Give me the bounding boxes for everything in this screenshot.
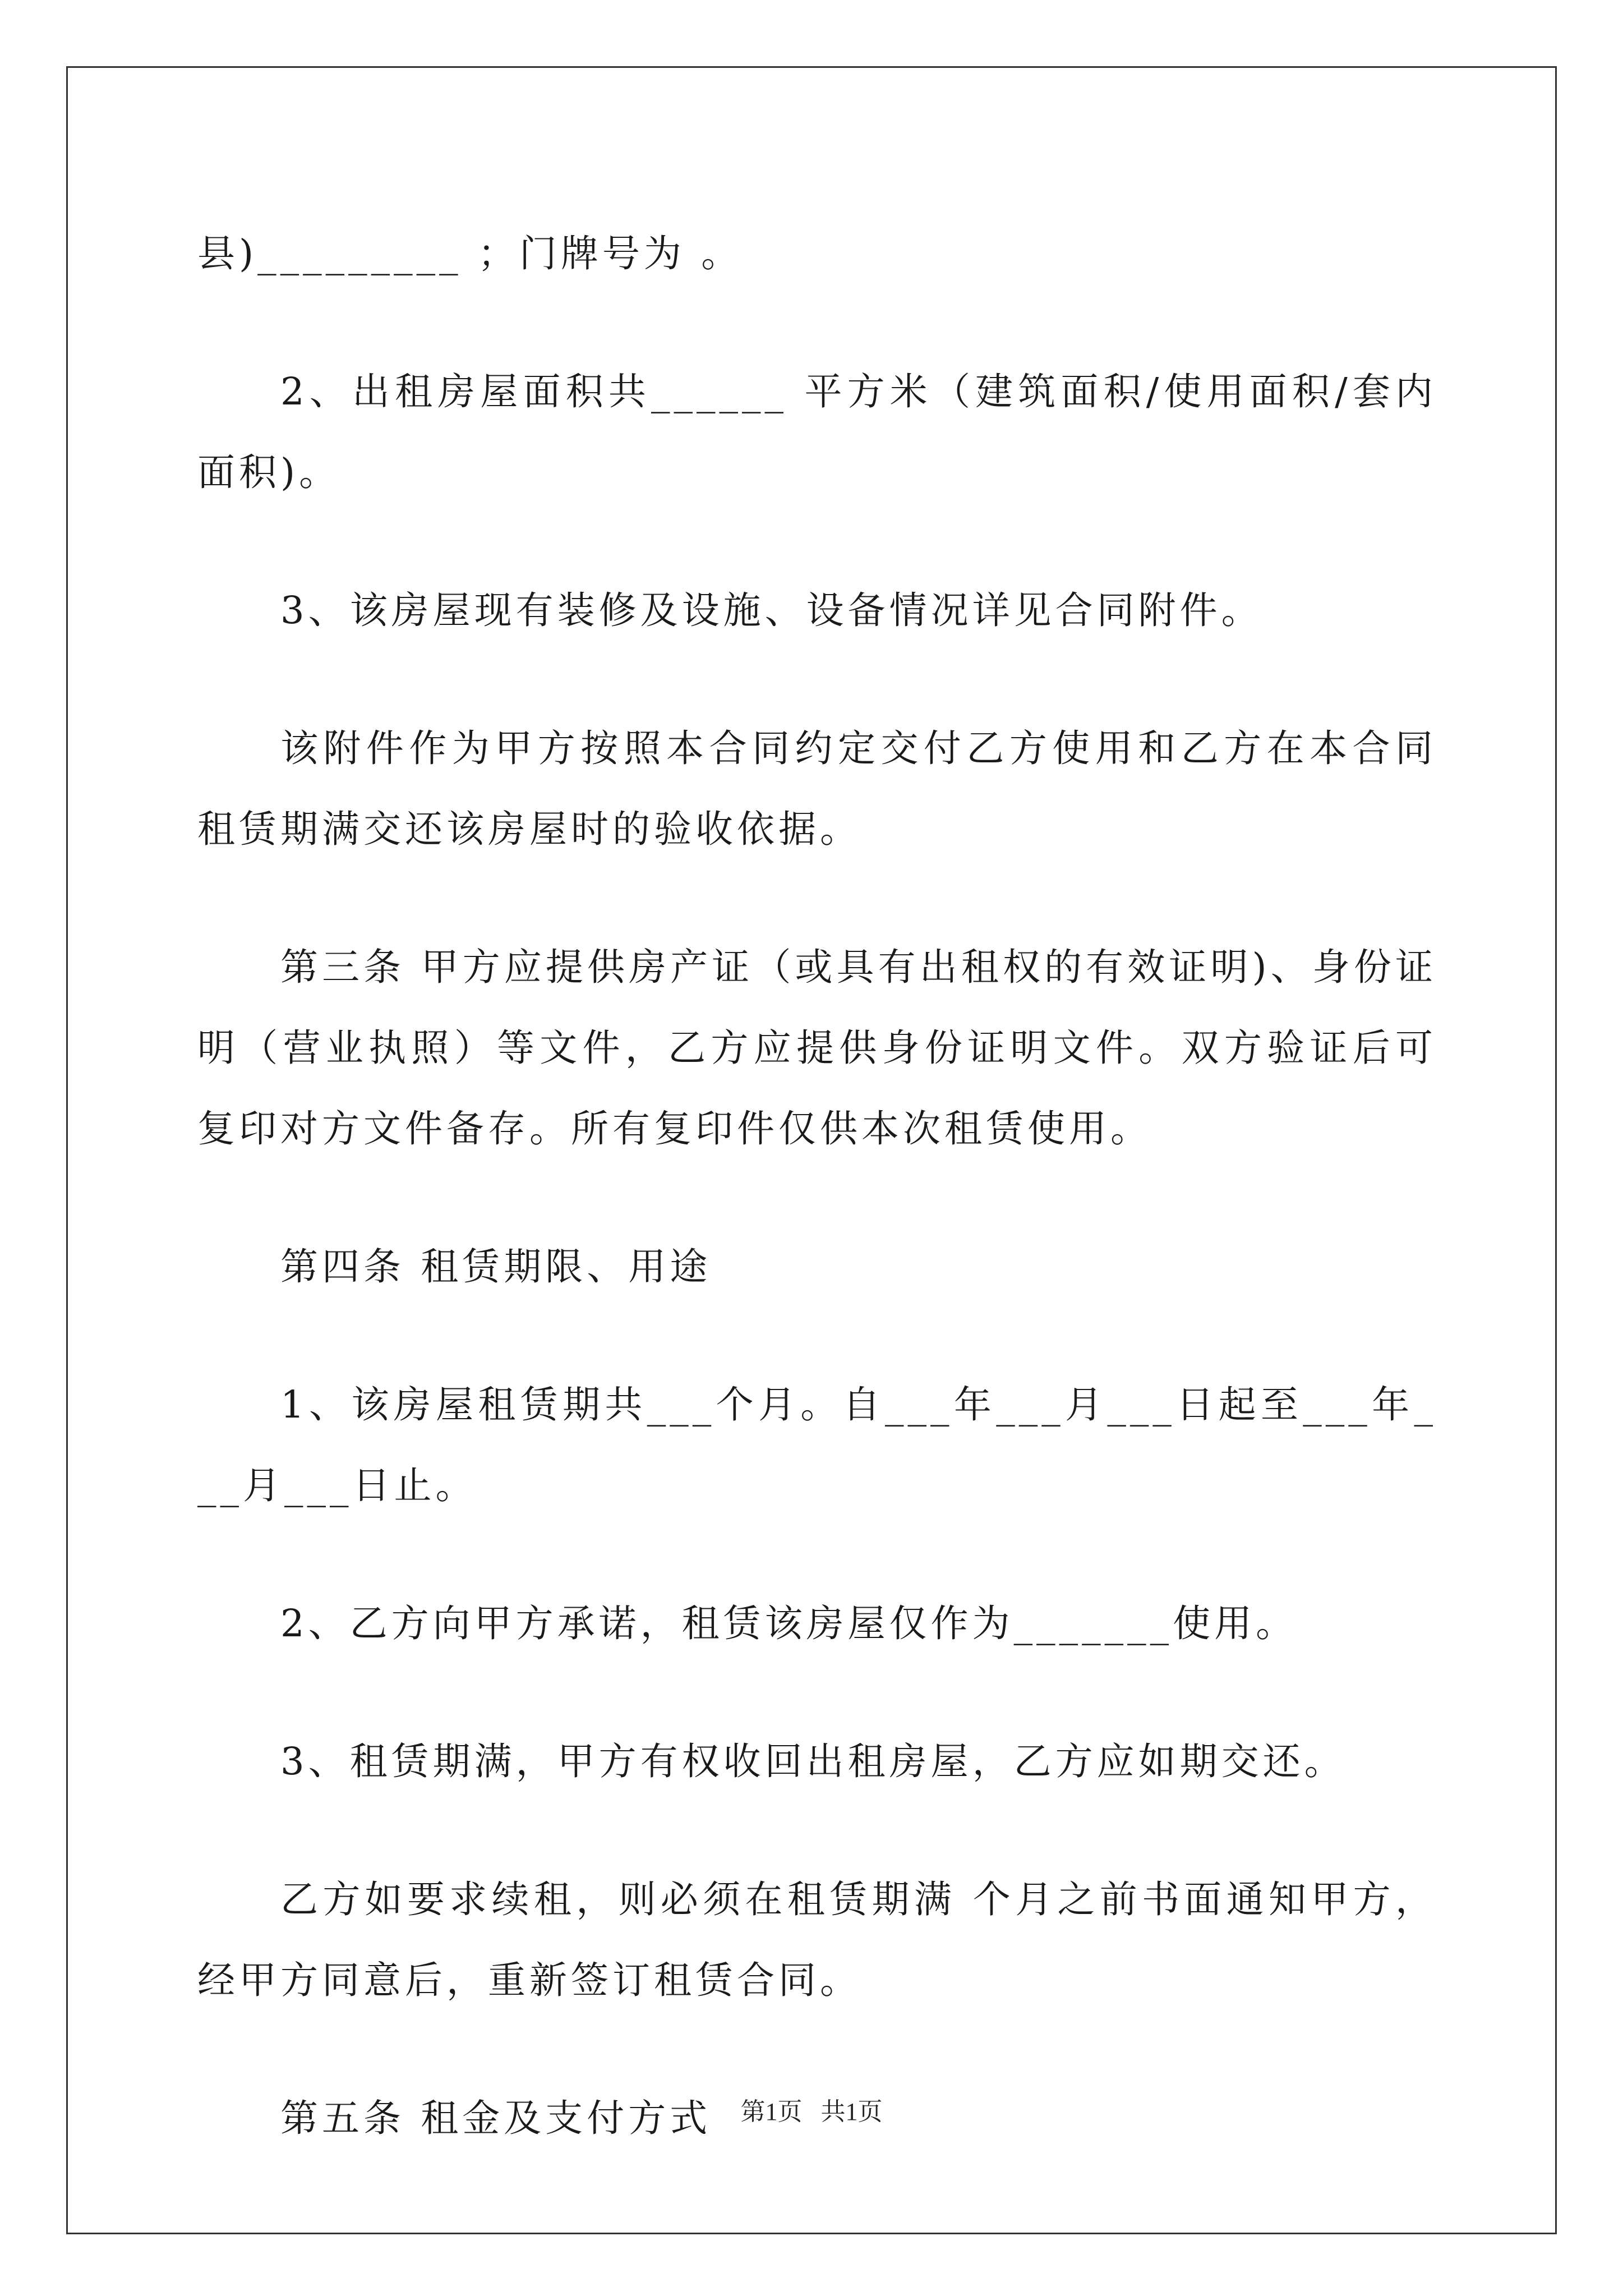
- para-article-4-heading: 第四条 租赁期限、用途: [280, 1245, 712, 1289]
- para-lease-expiry: 3、租赁期满，甲方有权收回出租房屋，乙方应如期交还。: [280, 1740, 1346, 1783]
- para-address-continued: 县)_________ ；门牌号为 。: [197, 232, 743, 275]
- para-lease-term: 1、该房屋租赁期共___个月。自___年___月___日起至___年___月___日止。: [197, 1383, 1437, 1507]
- document-body: [197, 213, 1437, 2159]
- para-area: 2、出租房屋面积共______ 平方米（建筑面积/使用面积/套内面积)。: [197, 370, 1437, 494]
- page-number-footer: 第1页 共1页: [740, 2098, 883, 2125]
- para-decoration: 3、该房屋现有装修及设施、设备情况详见合同附件。: [280, 588, 1263, 632]
- para-renewal: 乙方如要求续租，则必须在租赁期满 个月之前书面通知甲方，经甲方同意后，重新签订租赁合同。: [197, 1878, 1437, 2002]
- para-attachment: 该附件作为甲方按照本合同约定交付乙方使用和乙方在本合同租赁期满交还该房屋时的验收依据。: [197, 726, 1437, 851]
- para-article-5-heading: 第五条 租金及支付方式: [280, 2096, 712, 2140]
- para-article-3: 第三条 甲方应提供房产证（或具有出租权的有效证明)、身份证明（营业执照）等文件，乙方应提供身份证明文件。双方验证后可复印对方文件备存。所有复印件仅供本次租赁使用。: [197, 945, 1437, 1151]
- para-lease-purpose: 2、乙方向甲方承诺，租赁该房屋仅作为_______使用。: [280, 1602, 1298, 1645]
